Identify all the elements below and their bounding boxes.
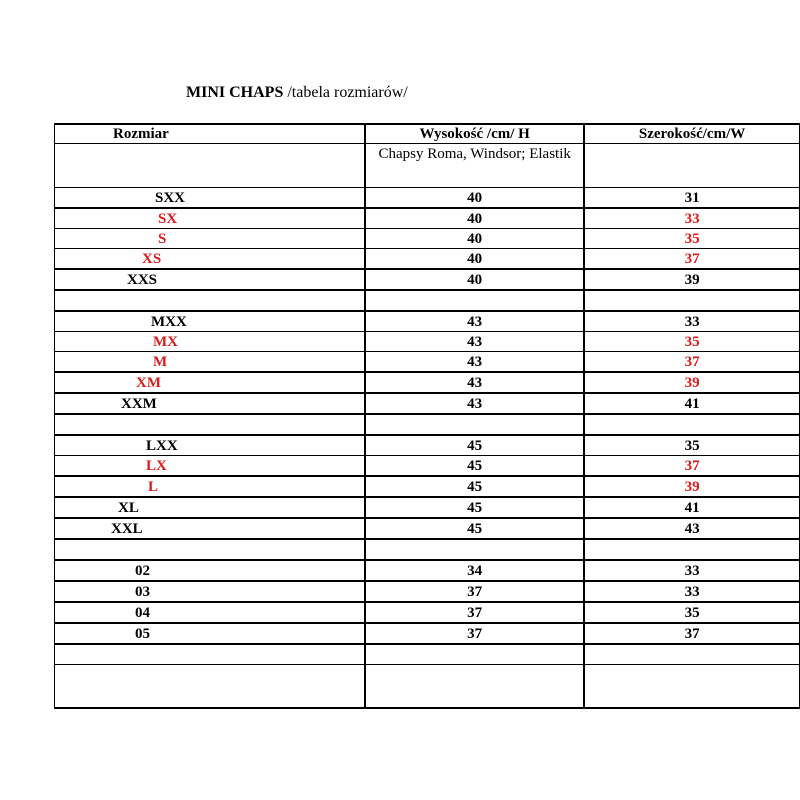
height-cell: 45 [365,476,584,497]
height-cell: 45 [365,518,584,539]
table-row [55,581,800,602]
subheader-note: Chapsy Roma, Windsor; Elastik [365,144,584,188]
height-cell [365,414,584,435]
size-table [54,123,800,709]
table-row [55,497,800,518]
height-cell [365,644,584,665]
subheader-empty-cell [584,144,799,188]
height-cell: 45 [365,456,584,477]
table-row [55,352,800,373]
table-row [55,602,800,623]
subheader-empty-cell [55,144,366,188]
table-row [55,560,800,581]
document-title [186,84,408,102]
height-cell [365,665,584,709]
size-cell: LX [55,456,366,477]
width-cell: 37 [584,352,799,373]
width-cell: 33 [584,581,799,602]
size-cell: XXS [55,269,366,290]
width-cell [584,644,799,665]
table-row [55,249,800,270]
width-cell: 37 [584,249,799,270]
title-subtitle: /tabela rozmiarów/ [283,84,408,101]
height-cell: 37 [365,602,584,623]
size-cell [55,539,366,560]
width-cell: 33 [584,560,799,581]
height-cell: 37 [365,623,584,644]
height-cell: 43 [365,352,584,373]
height-cell: 40 [365,269,584,290]
size-cell: XM [55,372,366,393]
table-row [55,311,800,332]
height-cell: 40 [365,229,584,249]
size-cell: LXX [55,435,366,456]
table-row [55,435,800,456]
width-cell [584,539,799,560]
size-cell: MX [55,332,366,352]
header-width: Szerokość/cm/W [584,124,799,144]
height-cell: 43 [365,311,584,332]
blank-row [55,414,800,435]
height-cell [365,290,584,311]
header-size: Rozmiar [55,124,366,144]
height-cell: 40 [365,249,584,270]
table-row [55,208,800,229]
size-table-body [55,124,800,708]
width-cell: 39 [584,476,799,497]
size-cell: XL [55,497,366,518]
width-cell: 35 [584,435,799,456]
width-cell: 31 [584,188,799,209]
size-cell [55,290,366,311]
width-cell: 35 [584,332,799,352]
table-row [55,393,800,414]
blank-row [55,290,800,311]
height-cell: 43 [365,393,584,414]
table-row [55,456,800,477]
size-cell [55,665,366,709]
table-row [55,269,800,290]
table-row [55,188,800,209]
size-cell: 03 [55,581,366,602]
blank-row [55,539,800,560]
title-main: MINI CHAPS [186,84,284,101]
height-cell: 45 [365,435,584,456]
header-height: Wysokość /cm/ H [365,124,584,144]
size-cell: 05 [55,623,366,644]
size-cell: L [55,476,366,497]
width-cell: 41 [584,497,799,518]
subheader-row [55,144,800,188]
table-row [55,518,800,539]
blank-row [55,665,800,709]
header-row [55,124,800,144]
size-cell: S [55,229,366,249]
size-cell: MXX [55,311,366,332]
size-cell: SXX [55,188,366,209]
height-cell: 37 [365,581,584,602]
width-cell: 43 [584,518,799,539]
table-row [55,623,800,644]
width-cell [584,665,799,709]
width-cell: 35 [584,602,799,623]
size-cell: M [55,352,366,373]
table-row [55,372,800,393]
width-cell [584,414,799,435]
height-cell: 43 [365,372,584,393]
size-cell: 04 [55,602,366,623]
width-cell: 39 [584,269,799,290]
width-cell: 33 [584,311,799,332]
blank-row [55,644,800,665]
width-cell: 35 [584,229,799,249]
height-cell: 34 [365,560,584,581]
height-cell [365,539,584,560]
size-cell: XXL [55,518,366,539]
width-cell: 33 [584,208,799,229]
size-cell: 02 [55,560,366,581]
width-cell: 41 [584,393,799,414]
size-cell: SX [55,208,366,229]
size-cell [55,644,366,665]
height-cell: 40 [365,208,584,229]
height-cell: 45 [365,497,584,518]
table-row [55,332,800,352]
table-row [55,476,800,497]
size-cell [55,414,366,435]
size-cell: XXM [55,393,366,414]
width-cell: 37 [584,623,799,644]
width-cell: 39 [584,372,799,393]
height-cell: 43 [365,332,584,352]
width-cell: 37 [584,456,799,477]
width-cell [584,290,799,311]
size-cell: XS [55,249,366,270]
table-row [55,229,800,249]
height-cell: 40 [365,188,584,209]
